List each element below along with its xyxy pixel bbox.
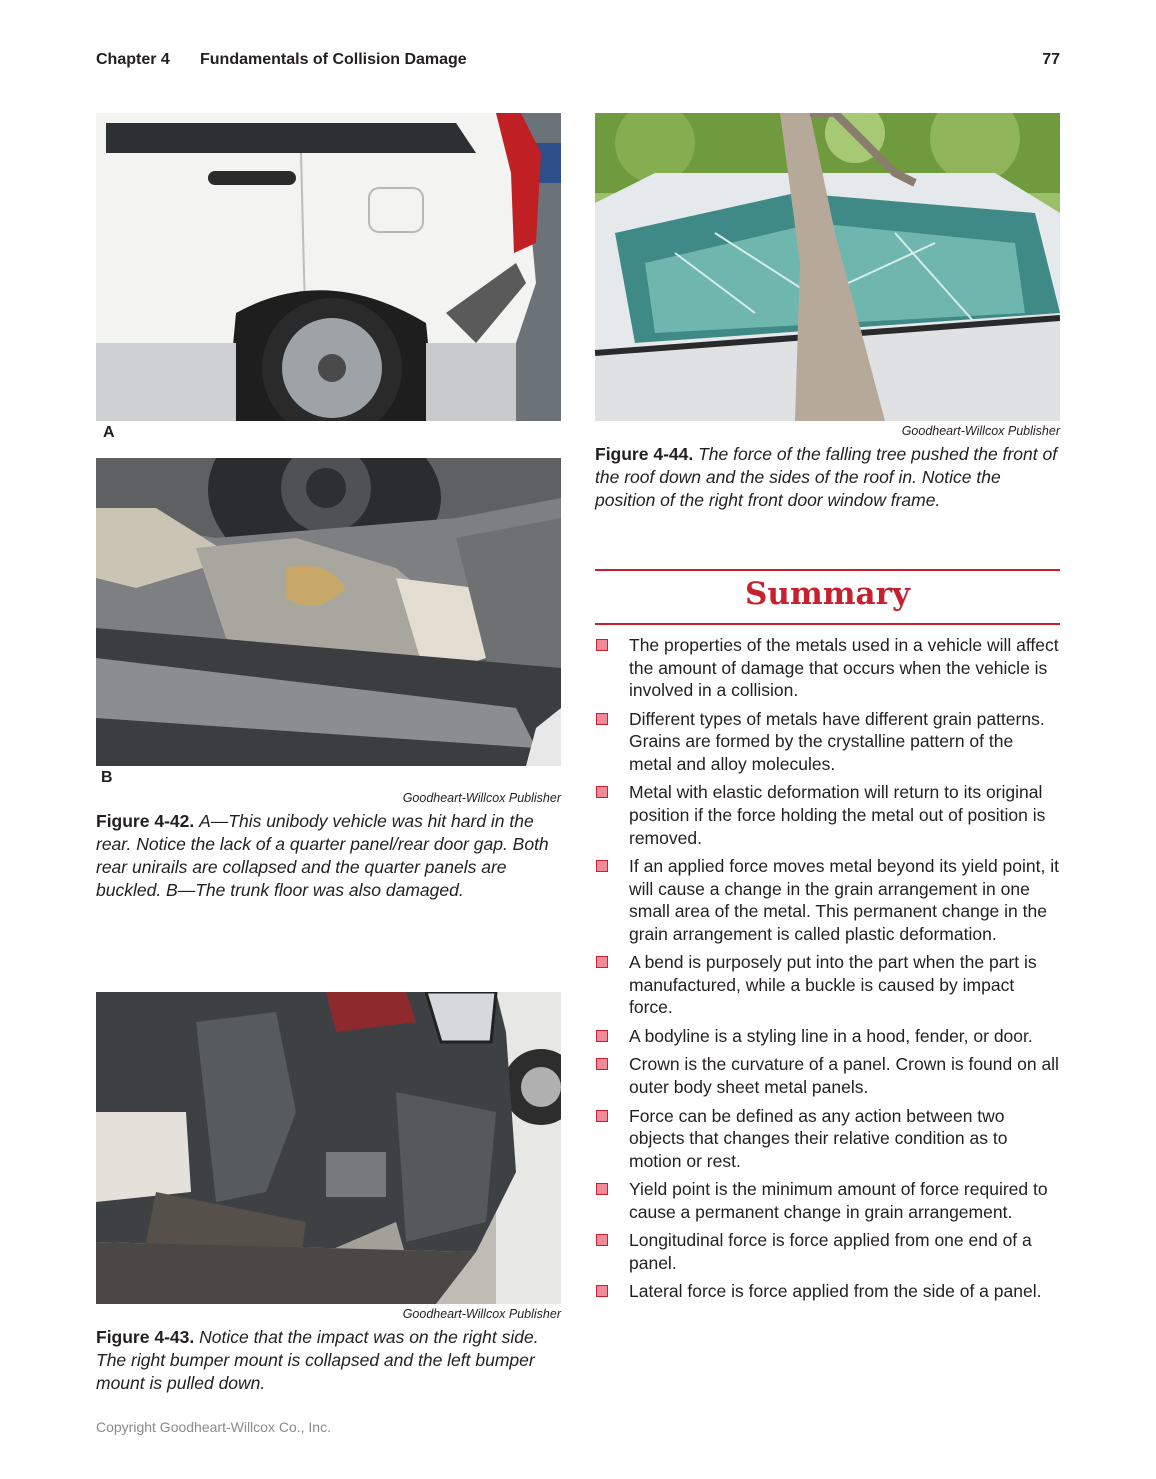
bullet-square-icon	[596, 639, 608, 651]
bullet-square-icon	[596, 1030, 608, 1042]
figure-4-42a-photo	[96, 113, 561, 421]
figure-4-44-credit: Goodheart-Willcox Publisher	[901, 424, 1060, 438]
bullet-square-icon	[596, 713, 608, 725]
bullet-square-icon	[596, 956, 608, 968]
summary-item: A bodyline is a styling line in a hood, fender, or door.	[595, 1025, 1060, 1048]
summary-item: Force can be defined as any action between two objects that changes their relative condition as to motion or rest.	[595, 1105, 1060, 1173]
figure-4-42-label-b: B	[101, 769, 113, 786]
figure-4-44-number: Figure 4-44.	[595, 444, 694, 464]
figure-4-42-label-a: A	[103, 424, 115, 441]
bullet-square-icon	[596, 786, 608, 798]
figure-4-43-caption	[96, 1326, 561, 1395]
figure-4-43-credit: Goodheart-Willcox Publisher	[402, 1307, 561, 1321]
summary-item: Yield point is the minimum amount of force required to cause a permanent change in grain arrangement.	[595, 1178, 1060, 1223]
chapter-number: Chapter 4	[96, 51, 170, 68]
summary-title: Summary	[745, 576, 910, 612]
figure-4-42-credit: Goodheart-Willcox Publisher	[402, 791, 561, 805]
figure-4-42b-photo	[96, 458, 561, 766]
bullet-square-icon	[596, 1058, 608, 1070]
bullet-square-icon	[596, 1234, 608, 1246]
figure-4-43-caption-text: Notice that the impact was on the right side. The right bumper mount is collapsed and the left bumper mount is pulled down.	[96, 1327, 539, 1393]
summary-heading	[595, 569, 1060, 625]
page-number: 77	[1042, 51, 1060, 68]
running-header	[96, 51, 1060, 73]
summary-item: Crown is the curvature of a panel. Crown is found on all outer body sheet metal panels.	[595, 1053, 1060, 1098]
figure-4-42-number: Figure 4-42.	[96, 811, 195, 831]
summary-item: Lateral force is force applied from the side of a panel.	[595, 1280, 1060, 1303]
figure-4-42-caption-text: A—This unibody vehicle was hit hard in the rear. Notice the lack of a quarter panel/rear door gap. Both rear unirails are collapsed and the quarter panels are buckled. B—The trunk floor was also damaged.	[96, 811, 549, 900]
figure-4-43-number: Figure 4-43.	[96, 1327, 195, 1347]
bullet-square-icon	[596, 1110, 608, 1122]
figure-4-43-photo	[96, 992, 561, 1304]
summary-item: Metal with elastic deformation will return to its original position if the force holding the metal out of position is removed.	[595, 781, 1060, 849]
summary-item: A bend is purposely put into the part when the part is manufactured, while a buckle is caused by impact force.	[595, 951, 1060, 1019]
bullet-square-icon	[596, 1183, 608, 1195]
bullet-square-icon	[596, 1285, 608, 1297]
figure-4-44-caption	[595, 443, 1060, 512]
summary-item: The properties of the metals used in a vehicle will affect the amount of damage that occurs when the vehicle is involved in a collision.	[595, 634, 1060, 702]
chapter-title: Fundamentals of Collision Damage	[200, 51, 467, 68]
summary-item: Different types of metals have different grain patterns. Grains are formed by the crystalline pattern of the metal and alloy molecules.	[595, 708, 1060, 776]
copyright-footer: Copyright Goodheart-Willcox Co., Inc.	[96, 1419, 331, 1435]
summary-list	[595, 634, 1060, 1309]
figure-4-44-photo	[595, 113, 1060, 421]
summary-item: If an applied force moves metal beyond its yield point, it will cause a change in the grain arrangement in one small area of the metal. This permanent change in the grain arrangement is called plastic deformation.	[595, 855, 1060, 945]
figure-4-44-caption-text: The force of the falling tree pushed the front of the roof down and the sides of the roof in. Notice the position of the right front door window frame.	[595, 444, 1058, 510]
summary-item: Longitudinal force is force applied from one end of a panel.	[595, 1229, 1060, 1274]
figure-4-42-caption	[96, 810, 561, 902]
bullet-square-icon	[596, 860, 608, 872]
